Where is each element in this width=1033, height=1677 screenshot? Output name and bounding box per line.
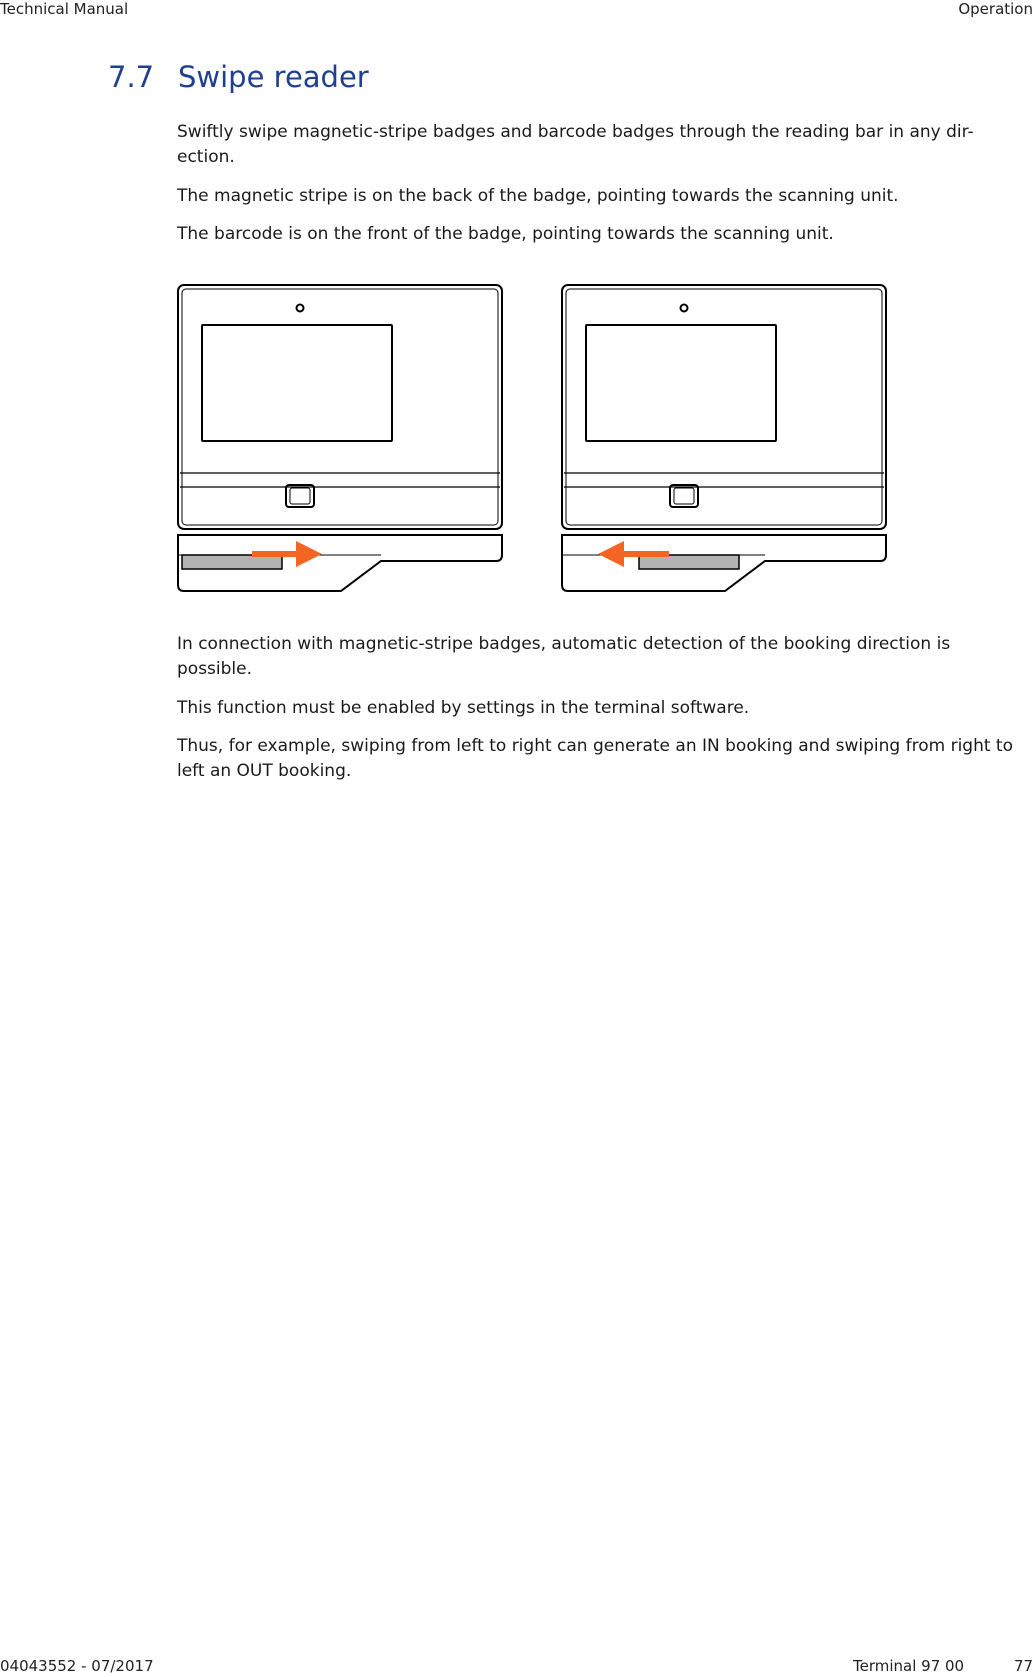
footer-product: Terminal 97 00 [853, 1657, 965, 1675]
paragraph-example: Thus, for example, swiping from left to right can generate an IN booking and swiping from right to left an OUT booking. [177, 736, 1013, 781]
terminal-illustration-left-to-right [176, 283, 506, 593]
terminal-illustration-right-to-left [560, 283, 890, 593]
section-title: Swipe reader [178, 60, 369, 94]
running-header-left: Technical Manual [0, 0, 129, 18]
camera-dot [681, 305, 688, 312]
terminal-housing [562, 285, 886, 529]
section-heading [108, 60, 369, 94]
running-header-right: Operation [958, 0, 1033, 18]
section-number: 7.7 [108, 60, 155, 94]
badge [182, 555, 282, 569]
page-number: 77 [1014, 1657, 1033, 1675]
display-screen [586, 325, 776, 441]
terminal-housing [178, 285, 502, 529]
paragraph-direction-detection: In connection with magnetic-stripe badges, automatic detection of the booking direction is possible. [177, 634, 951, 679]
display-screen [202, 325, 392, 441]
paragraph-magnetic-stripe: The magnetic stripe is on the back of the badge, pointing towards the scanning unit. [177, 186, 899, 206]
footer-doc-number: 04043552 - 07/2017 [0, 1657, 154, 1675]
paragraph-settings: This function must be enabled by settings in the terminal software. [177, 698, 750, 718]
badge [639, 555, 739, 569]
paragraph-barcode: The barcode is on the front of the badge, pointing towards the scanning unit. [177, 224, 834, 244]
paragraph-swipe-instruction: Swiftly swipe magnetic-stripe badges and barcode badges through the reading bar in any dir-ection. [177, 122, 974, 167]
camera-dot [297, 305, 304, 312]
